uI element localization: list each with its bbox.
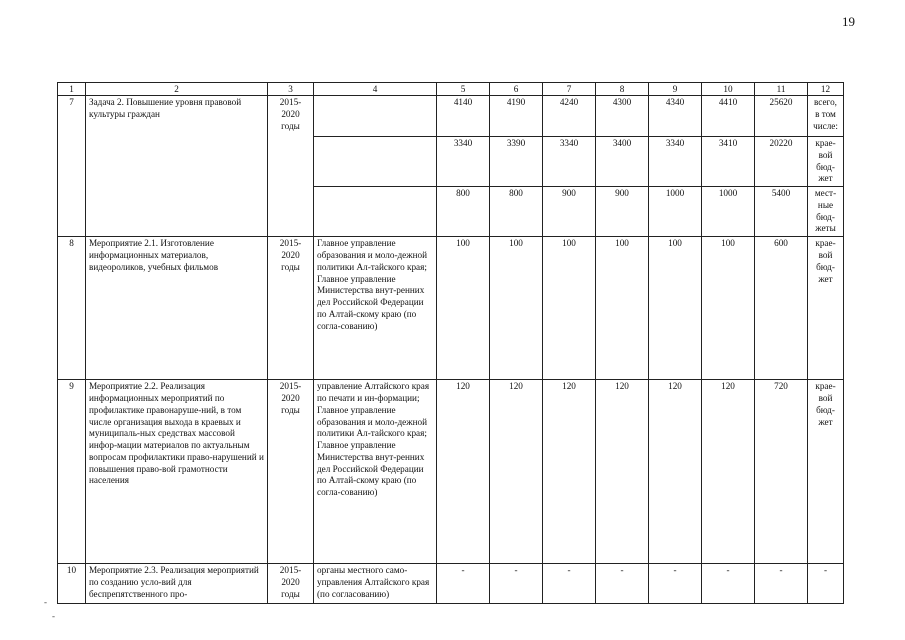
col-header: 8	[596, 83, 649, 96]
value-cell: 25620	[755, 96, 808, 137]
row-name: Задача 2. Повышение уровня правовой культуры граждан	[86, 96, 268, 237]
value-cell: -	[649, 564, 702, 604]
value-cell: 4410	[702, 96, 755, 137]
value-cell: 720	[755, 380, 808, 564]
value-cell: 800	[437, 187, 490, 237]
table-row	[58, 564, 844, 604]
row-executor	[314, 96, 437, 137]
value-cell: -	[702, 564, 755, 604]
col-header: 11	[755, 83, 808, 96]
col-header: 9	[649, 83, 702, 96]
funding-source: крае-вой бюд-жет	[808, 237, 844, 380]
value-cell: 120	[543, 380, 596, 564]
value-cell: 100	[543, 237, 596, 380]
value-cell: 600	[755, 237, 808, 380]
value-cell: 100	[702, 237, 755, 380]
col-header: 1	[58, 83, 86, 96]
value-cell: 100	[596, 237, 649, 380]
value-cell: 4340	[649, 96, 702, 137]
value-cell: 3340	[437, 137, 490, 187]
table-row	[58, 237, 844, 380]
value-cell: 900	[596, 187, 649, 237]
value-cell: 3400	[596, 137, 649, 187]
row-number: 7	[58, 96, 86, 237]
value-cell: 120	[437, 380, 490, 564]
margin-mark: -	[52, 611, 55, 621]
value-cell: 1000	[649, 187, 702, 237]
value-cell: 100	[649, 237, 702, 380]
table-row	[58, 380, 844, 564]
col-header: 5	[437, 83, 490, 96]
row-executor	[314, 137, 437, 187]
row-number: 10	[58, 564, 86, 604]
row-name: Мероприятие 2.2. Реализация информационных мероприятий по профилактике правонаруше-ний, в том числе организация выхода в краевых и муниципаль-ных средствах массовой инфор-мации материалов по актуальным вопросам профилактики право-нарушений и повышения право-вой грамотности населения	[86, 380, 268, 564]
value-cell: 100	[490, 237, 543, 380]
value-cell: 3390	[490, 137, 543, 187]
value-cell: 800	[490, 187, 543, 237]
row-executor: управление Алтайского края по печати и ин-формации; Главное управление образования и моло-дежной политики Ал-тайского края; Главное управление Министерства внут-ренних дел Российской Федерации по Алтай-скому краю (по согла-сованию)	[314, 380, 437, 564]
row-years: 2015-2020 годы	[268, 96, 314, 237]
value-cell: 3340	[649, 137, 702, 187]
funding-source: всего, в том числе:	[808, 96, 844, 137]
funding-source: мест-ные бюд-жеты	[808, 187, 844, 237]
value-cell: 120	[490, 380, 543, 564]
col-header: 4	[314, 83, 437, 96]
value-cell: -	[437, 564, 490, 604]
row-number: 8	[58, 237, 86, 380]
col-header: 3	[268, 83, 314, 96]
value-cell: 4240	[543, 96, 596, 137]
value-cell: 3410	[702, 137, 755, 187]
value-cell: 900	[543, 187, 596, 237]
col-header: 12	[808, 83, 844, 96]
col-header: 7	[543, 83, 596, 96]
value-cell: 3340	[543, 137, 596, 187]
row-executor: Главное управление образования и моло-дежной политики Ал-тайского края; Главное управление Министерства внут-ренних дел Российской Федерации по Алтай-скому краю (по согла-сованию)	[314, 237, 437, 380]
row-years: 2015-2020 годы	[268, 237, 314, 380]
table-row	[58, 96, 844, 137]
value-cell: 4140	[437, 96, 490, 137]
col-header: 2	[86, 83, 268, 96]
row-name: Мероприятие 2.3. Реализация мероприятий по созданию усло-вий для беспрепятственного про-	[86, 564, 268, 604]
value-cell: -	[596, 564, 649, 604]
value-cell: -	[543, 564, 596, 604]
value-cell: 120	[596, 380, 649, 564]
funding-source: -	[808, 564, 844, 604]
funding-source: крае-вой бюд-жет	[808, 380, 844, 564]
header-row	[58, 83, 844, 96]
value-cell: -	[490, 564, 543, 604]
value-cell: 120	[649, 380, 702, 564]
col-header: 10	[702, 83, 755, 96]
row-executor	[314, 187, 437, 237]
value-cell: -	[755, 564, 808, 604]
value-cell: 20220	[755, 137, 808, 187]
value-cell: 5400	[755, 187, 808, 237]
value-cell: 4190	[490, 96, 543, 137]
value-cell: 100	[437, 237, 490, 380]
value-cell: 1000	[702, 187, 755, 237]
row-years: 2015-2020 годы	[268, 564, 314, 604]
row-name: Мероприятие 2.1. Изготовление информационных материалов, видеороликов, учебных фильмов	[86, 237, 268, 380]
page-number: 19	[842, 14, 855, 29]
row-number: 9	[58, 380, 86, 564]
row-executor: органы местного само-управления Алтайского края (по согласованию)	[314, 564, 437, 604]
margin-mark: -	[44, 597, 47, 607]
value-cell: 120	[702, 380, 755, 564]
col-header: 6	[490, 83, 543, 96]
program-table	[57, 82, 844, 604]
funding-source: крае-вой бюд-жет	[808, 137, 844, 187]
value-cell: 4300	[596, 96, 649, 137]
row-years: 2015-2020 годы	[268, 380, 314, 564]
